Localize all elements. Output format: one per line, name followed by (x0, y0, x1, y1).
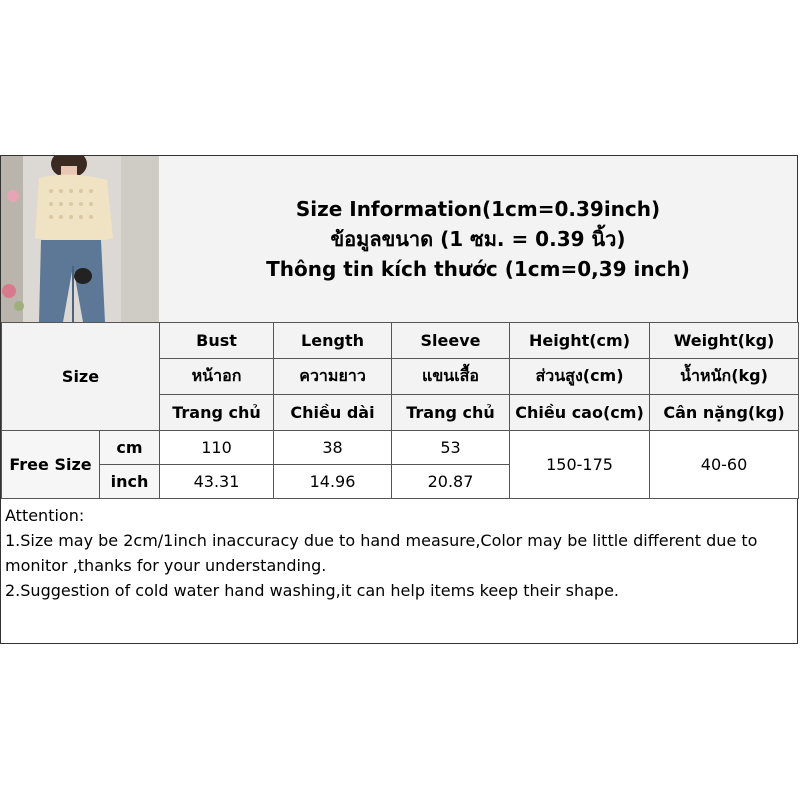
sleeve-cm-value: 53 (392, 431, 510, 465)
length-inch-value: 14.96 (274, 465, 392, 499)
size-info-header (159, 156, 797, 323)
col-weight-en: Weight(kg) (650, 323, 799, 359)
header-title-en: Size Information(1cm=0.39inch) (295, 197, 661, 221)
col-sleeve-vi: Trang chủ (392, 395, 510, 431)
unit-inch-label: inch (100, 465, 160, 499)
col-sleeve-th: แขนเสื้อ (392, 359, 510, 395)
size-label: Size (2, 323, 160, 431)
header-title-vi: Thông tin kích thước (1cm=0,39 inch) (266, 257, 690, 281)
product-photo-illustration (1, 156, 159, 322)
attention-line-2: 2.Suggestion of cold water hand washing,it can help items keep their shape. (5, 581, 619, 600)
col-bust-en: Bust (160, 323, 274, 359)
height-range-value: 150-175 (510, 431, 650, 499)
free-size-label: Free Size (2, 431, 100, 499)
cm-row (2, 431, 799, 465)
bust-cm-value: 110 (160, 431, 274, 465)
col-bust-vi: Trang chủ (160, 395, 274, 431)
col-weight-vi: Cân nặng(kg) (650, 395, 799, 431)
attention-notes (1, 498, 797, 643)
col-height-th: ส่วนสูง(cm) (510, 359, 650, 395)
length-cm-value: 38 (274, 431, 392, 465)
bust-inch-value: 43.31 (160, 465, 274, 499)
col-sleeve-en: Sleeve (392, 323, 510, 359)
product-photo (1, 156, 160, 323)
size-table (1, 322, 799, 499)
col-length-th: ความยาว (274, 359, 392, 395)
unit-cm-label: cm (100, 431, 160, 465)
attention-line-1: 1.Size may be 2cm/1inch inaccuracy due to hand measure,Color may be little different due to monitor ,thanks for your understanding. (5, 531, 758, 575)
header-row-en (2, 323, 799, 359)
col-length-vi: Chiều dài (274, 395, 392, 431)
col-height-vi: Chiều cao(cm) (510, 395, 650, 431)
col-length-en: Length (274, 323, 392, 359)
attention-title: Attention: (5, 506, 85, 525)
col-weight-th: น้ำหนัก(kg) (650, 359, 799, 395)
header-title-th: ข้อมูลขนาด (1 ซม. = 0.39 นิ้ว) (330, 227, 626, 251)
col-bust-th: หน้าอก (160, 359, 274, 395)
sleeve-inch-value: 20.87 (392, 465, 510, 499)
col-height-en: Height(cm) (510, 323, 650, 359)
weight-range-value: 40-60 (650, 431, 799, 499)
size-chart (0, 155, 798, 644)
